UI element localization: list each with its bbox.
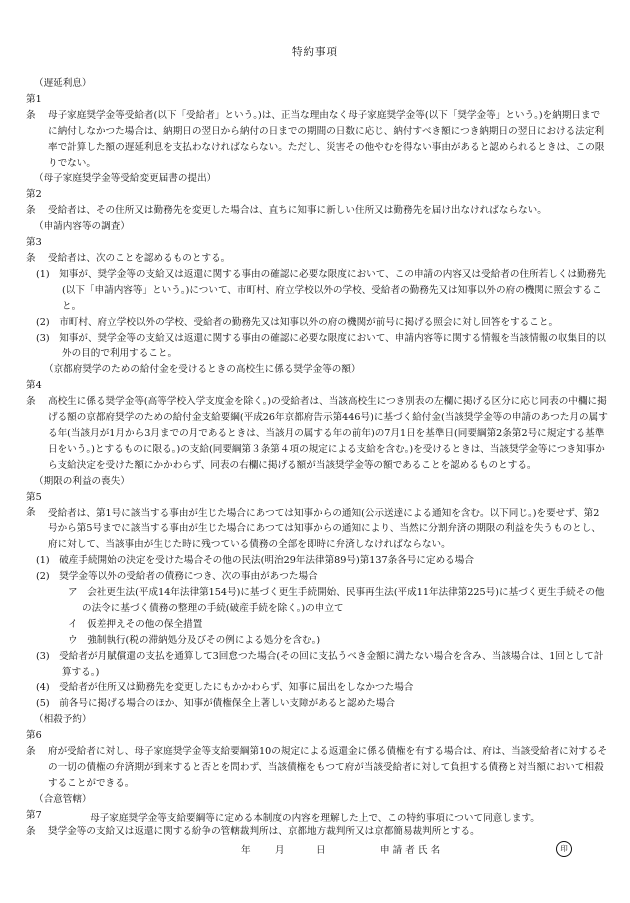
article-heading: （遅延利息） xyxy=(34,78,92,89)
article-text: 高校生に係る奨学金等(高等学校入学支度金を除く。)の受給者は、当該高校生につき別表の左欄に掲げる区分に応じ同表の中欄に掲げる額の京都府奨学のための給付金支給要綱(平成26年京都府告示第446号)に基づく給付金(当該奨学金等の申請のあつた月の属する年(当該月が1月から3月までの月であるときは、当該月の属する年の前年)の7月1日を基準日(同要綱第2条第2号に規定する基準日をいう。)とするものに限る。)の支給(同要綱第３条第４項の規定による支給を含む。)を受けるときは、当該奨学金等につき知事から支給決定を受けた額にかかわらず、同表の右欄に掲げる額が当該奨学金等の額であることを認めるものとする。 xyxy=(48,396,608,471)
article-2 xyxy=(26,171,608,219)
list-item: (1) 知事が、奨学金等の支給又は返還に関する事由の確認に必要な限度において、この申請の内容又は受給者の住所若しくは勤務先(以下「申請内容等」という。)について、市町村、府立学校以外の学校、受給者の勤務先又は知事以外の府の機関に照会すること。 xyxy=(36,268,606,312)
article-number: 第3条 xyxy=(26,237,42,264)
article-6 xyxy=(26,712,608,792)
article-heading: （申請内容等の調査） xyxy=(34,221,130,233)
consent-statement: 母子家庭奨学金等支給要綱等に定める本制度の内容を理解した上で、この特約事項について同意します。 xyxy=(90,813,540,824)
sub-item: ア 会社更生法(平成14年法律第154号)に基づく更生手続開始、民事再生法(平成11年法律第225号)に基づく更生手続その他の法令に基づく債務の整理の手続(破産手続を除く。)の申立て xyxy=(68,587,605,614)
sub-item: イ 仮差押えその他の保全措置 xyxy=(68,618,203,630)
list-item: (4) 受給者が住所又は勤務先を変更したにもかかわらず、知事に届出をしなかつた場合 xyxy=(36,682,414,694)
article-heading: （期限の利益の喪失） xyxy=(34,475,130,487)
article-number: 第5条 xyxy=(26,491,42,519)
article-text: 受給者は、その住所又は勤務先を変更した場合は、直ちに知事に新しい住所又は勤務先を届け出なければならない。 xyxy=(48,205,547,217)
article-3 xyxy=(26,219,608,362)
article-number: 第1条 xyxy=(26,93,42,121)
list-item: (3) 知事が、奨学金等の支給又は返還に関する事由の確認に必要な限度において、申請内容等に関する情報を当該情報の収集目的以外の目的で利用すること。 xyxy=(36,332,606,360)
article-heading: （合意管轄） xyxy=(34,793,92,805)
article-5 xyxy=(26,474,608,713)
seal-mark: 印 xyxy=(556,841,572,857)
list-item: (2) 奨学金等以外の受給者の債務につき、次の事由があつた場合 xyxy=(36,571,318,583)
sub-item: ウ 強制執行(税の滞納処分及びその例による処分を含む。) xyxy=(68,634,321,646)
article-text: 受給者は、次のことを認めるものとする。 xyxy=(48,252,231,264)
list-item: (3) 受給者が月賦償還の支払を通算して3回怠つた場合(その回に支払うべき金額に満たない場合を含み、当該場合は、1回として計算する。) xyxy=(36,650,604,678)
day-label: 日 xyxy=(316,845,326,856)
year-label: 年 xyxy=(241,845,251,856)
article-heading: （相殺予約） xyxy=(34,714,92,726)
article-text: 奨学金等の支給又は返還に関する紛争の管轄裁判所は、京都地方裁判所又は京都簡易裁判所とする。 xyxy=(48,825,480,837)
article-heading: （母子家庭奨学金等受給変更届書の提出） xyxy=(34,173,217,185)
list-item: (5) 前各号に掲げる場合のほか、知事が債権保全上著しい支障があると認めた場合 xyxy=(36,698,395,710)
list-item: (1) 破産手続開始の決定を受けた場合その他の民法(明治29年法律第89号)第137条各号に定める場合 xyxy=(36,555,474,567)
list-item: (2) 市町村、府立学校以外の学校、受給者の勤務先又は知事以外の府の機関が前号に掲げる照会に対し回答をすること。 xyxy=(36,316,559,328)
month-label: 月 xyxy=(275,845,285,856)
article-number: 第6条 xyxy=(26,730,42,758)
article-number: 第4条 xyxy=(26,380,42,408)
article-text: 府が受給者に対し、母子家庭奨学金等支給要綱第10の規定による返還金に係る債権を有する場合は、府は、当該受給者に対するその一切の債権の弁済期が到来すると否とを問わず、当該債権をもつて府が当該受給者に対して負担する債務と対当額において相殺することができる。 xyxy=(48,746,608,789)
article-heading: （京都府奨学のための給付金を受けるときの高校生に係る奨学金等の額） xyxy=(44,364,361,376)
article-4 xyxy=(26,362,608,473)
applicant-name-label: 申 請 者 氏 名 xyxy=(380,845,441,856)
article-1 xyxy=(26,76,608,171)
page-title: 特約事項 xyxy=(292,46,338,58)
document-body xyxy=(26,76,608,840)
article-text: 受給者は、第1号に該当する事由が生じた場合にあつては知事からの通知(公示送達による通知を含む。以下同じ。)を要せず、第2号から第5号までに該当する事由が生じた場合にあつては知事からの通知により、当然に分割弁済の期限の利益を失うものとし、府に対して、当該事由が生じた時に残つている債務の全部を即時に弁済しなければならない。 xyxy=(48,507,601,551)
article-number: 第2条 xyxy=(26,189,42,217)
article-number: 第7条 xyxy=(26,809,42,837)
article-text: 母子家庭奨学金等受給者(以下「受給者」という。)は、正当な理由なく母子家庭奨学金等(以下「奨学金等」という。)を納期日までに納付しなかつた場合は、納期日の翌日から納付の日までの期間の日数に応じ、納付すべき額につき納期日の翌日における法定利率で計算した額の遅延利息を支払わなければならない。ただし、災害その他やむを得ない事由があると認められるときは、この限りでない。 xyxy=(48,109,605,169)
